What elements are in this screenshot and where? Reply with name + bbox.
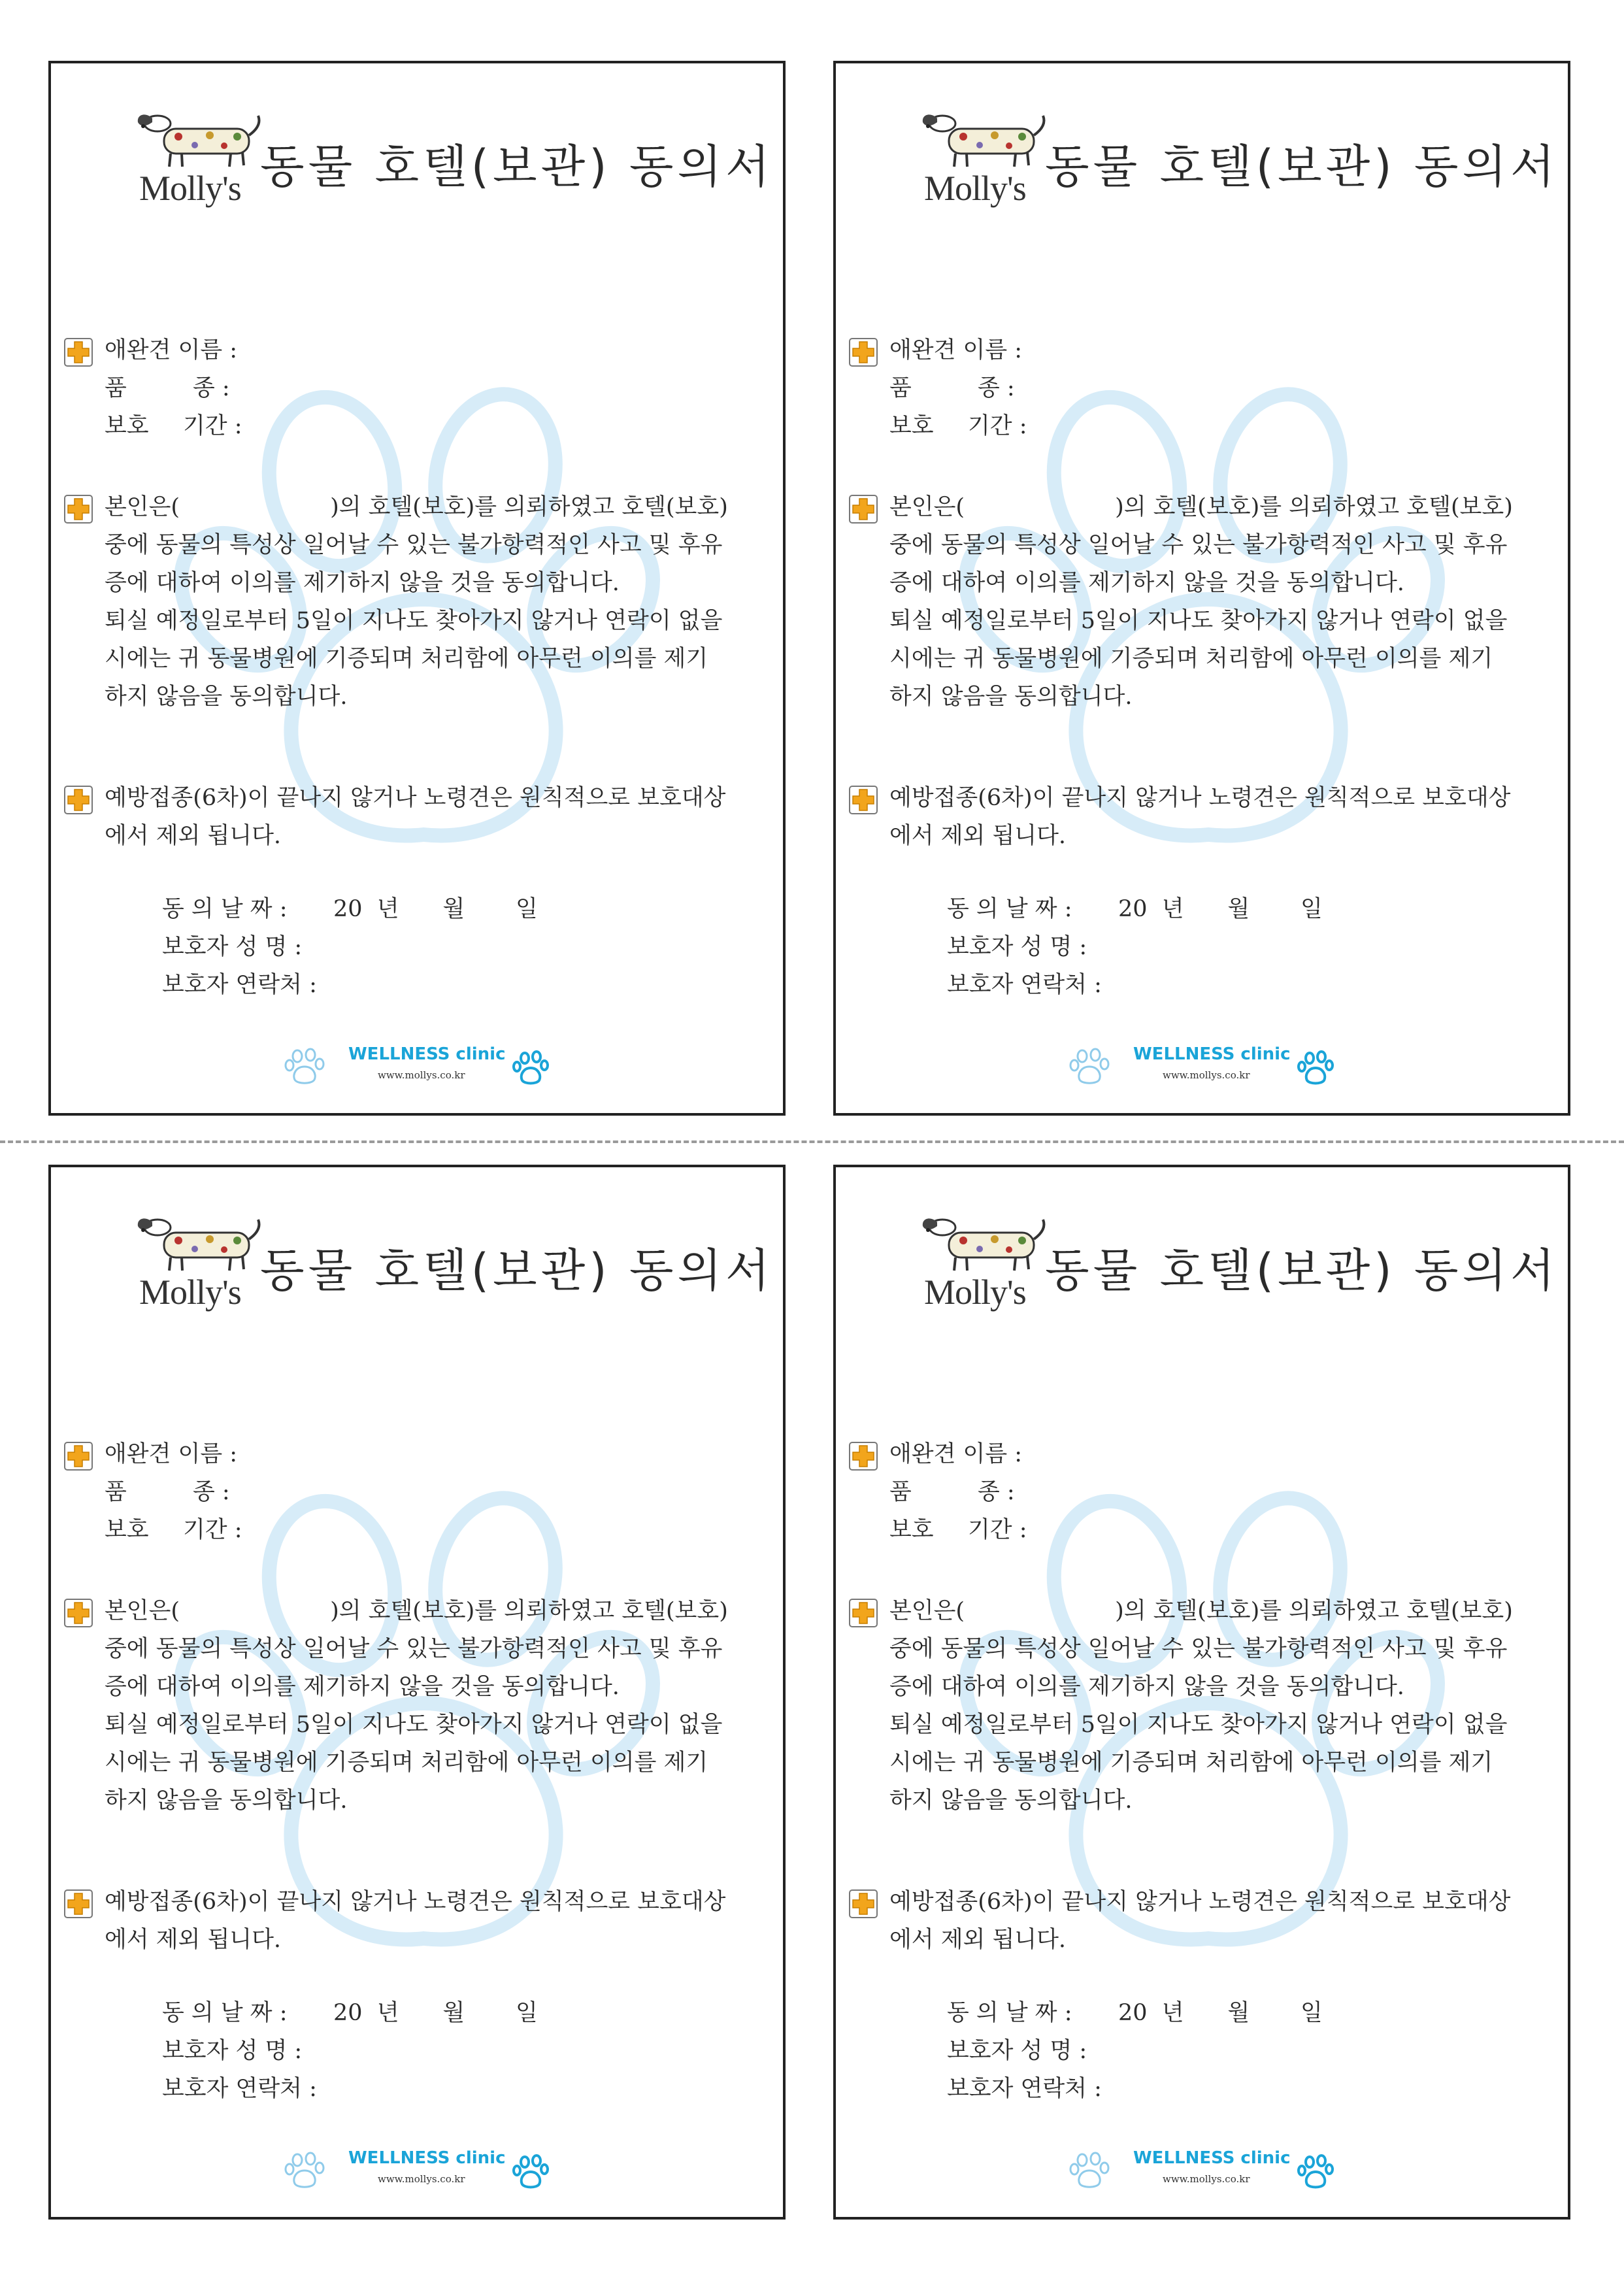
medical-cross-icon [64, 495, 93, 524]
vaccination-line: 예방접종(6차)이 끝나지 않거나 노령견은 원칙적으로 보호대상 [889, 1889, 1511, 1915]
website-url: www.mollys.co.kr [378, 2173, 465, 2185]
footer [1068, 1040, 1342, 1093]
consent-form-card [48, 1165, 786, 2220]
period-label: 보호 기간 : [889, 1517, 1027, 1543]
agreement-line: 시에는 귀 동물병원에 기증되며 처리함에 아무런 이의를 제기 [105, 646, 708, 672]
paw-icon [283, 1047, 329, 1086]
period-label: 보호 기간 : [105, 413, 242, 439]
agreement-section [849, 488, 1555, 716]
pet-name-label: 애완견 이름 : [889, 337, 1023, 363]
agreement-line: 증에 대하여 이의를 제기하지 않을 것을 동의합니다. [889, 570, 1404, 596]
agreement-section [849, 1592, 1555, 1820]
agreement-line: 하지 않음을 동의합니다. [105, 1788, 348, 1814]
agreement-line: 퇴실 예정일로부터 5일이 지나도 찾아가지 않거나 연락이 없을 [105, 1712, 723, 1738]
clinic-brand: WELLNESS clinic [1133, 2148, 1291, 2168]
date-value: 20 년 월 일 [1118, 896, 1323, 922]
agreement-line: 증에 대하여 이의를 제기하지 않을 것을 동의합니다. [105, 570, 620, 596]
signature-section [162, 890, 538, 1004]
medical-cross-icon [64, 1442, 93, 1471]
paw-icon [1297, 2154, 1336, 2190]
period-label: 보호 기간 : [105, 1517, 242, 1543]
date-value: 20 년 월 일 [1118, 2000, 1323, 2026]
mollys-logo [133, 109, 270, 207]
agreement-line: 본인은( [105, 1598, 180, 1624]
agreement-line: )의 호텔(보호)를 의뢰하였고 호텔(보호) [1115, 1598, 1513, 1624]
pet-info-section [64, 1435, 770, 1549]
date-value: 20 년 월 일 [333, 2000, 538, 2026]
agreement-line: 퇴실 예정일로부터 5일이 지나도 찾아가지 않거나 연락이 없을 [889, 608, 1508, 634]
date-label: 동 의 날 짜 : [162, 2000, 288, 2026]
consent-form-card [48, 61, 786, 1116]
agreement-line: 본인은( [889, 1598, 965, 1624]
pet-name-label: 애완견 이름 : [889, 1441, 1023, 1467]
dog-logo-icon [918, 1213, 1055, 1278]
period-label: 보호 기간 : [889, 413, 1027, 439]
agreement-line: 증에 대하여 이의를 제기하지 않을 것을 동의합니다. [105, 1674, 620, 1700]
guardian-contact-label: 보호자 연락처 : [947, 2076, 1102, 2102]
vaccination-section [64, 1883, 770, 1959]
dog-logo-icon [133, 1213, 270, 1278]
medical-cross-icon [849, 1442, 878, 1471]
guardian-contact-label: 보호자 연락처 : [162, 2076, 317, 2102]
website-url: www.mollys.co.kr [378, 1069, 465, 1081]
breed-label: 품 종 : [105, 1479, 230, 1505]
agreement-line: 시에는 귀 동물병원에 기증되며 처리함에 아무런 이의를 제기 [889, 1750, 1493, 1776]
dog-logo-icon [133, 109, 270, 175]
vaccination-line: 예방접종(6차)이 끝나지 않거나 노령견은 원칙적으로 보호대상 [105, 785, 726, 811]
page-title: 동물 호텔(보관) 동의서 [260, 140, 774, 193]
vaccination-line: 예방접종(6차)이 끝나지 않거나 노령견은 원칙적으로 보호대상 [889, 785, 1511, 811]
agreement-line: 시에는 귀 동물병원에 기증되며 처리함에 아무런 이의를 제기 [889, 646, 1493, 672]
signature-section [162, 1994, 538, 2108]
consent-form-card [833, 1165, 1570, 2220]
vaccination-section [849, 779, 1555, 855]
vaccination-line: 에서 제외 됩니다. [105, 1927, 282, 1953]
agreement-line: 중에 동물의 특성상 일어날 수 있는 불가항력적인 사고 및 후유 [105, 532, 723, 558]
vaccination-line: 에서 제외 됩니다. [889, 823, 1067, 849]
agreement-line: 퇴실 예정일로부터 5일이 지나도 찾아가지 않거나 연락이 없을 [105, 608, 723, 634]
agreement-line: 증에 대하여 이의를 제기하지 않을 것을 동의합니다. [889, 1674, 1404, 1700]
agreement-line: 하지 않음을 동의합니다. [889, 1788, 1133, 1814]
agreement-line: 시에는 귀 동물병원에 기증되며 처리함에 아무런 이의를 제기 [105, 1750, 708, 1776]
agreement-line: 본인은( [889, 494, 965, 520]
pet-info-section [849, 331, 1555, 445]
vaccination-line: 예방접종(6차)이 끝나지 않거나 노령견은 원칙적으로 보호대상 [105, 1889, 726, 1915]
vaccination-line: 에서 제외 됩니다. [105, 823, 282, 849]
footer [1068, 2144, 1342, 2197]
agreement-line: 중에 동물의 특성상 일어날 수 있는 불가항력적인 사고 및 후유 [105, 1636, 723, 1662]
agreement-line: 퇴실 예정일로부터 5일이 지나도 찾아가지 않거나 연락이 없을 [889, 1712, 1508, 1738]
guardian-name-label: 보호자 성 명 : [947, 2038, 1087, 2064]
agreement-section [64, 1592, 770, 1820]
mollys-logo [918, 1213, 1055, 1311]
date-value: 20 년 월 일 [333, 896, 538, 922]
guardian-contact-label: 보호자 연락처 : [947, 972, 1102, 998]
cut-line [0, 1140, 1624, 1143]
guardian-name-label: 보호자 성 명 : [162, 934, 303, 960]
agreement-line: 중에 동물의 특성상 일어날 수 있는 불가항력적인 사고 및 후유 [889, 532, 1508, 558]
medical-cross-icon [64, 338, 93, 367]
vaccination-line: 에서 제외 됩니다. [889, 1927, 1067, 1953]
logo-text: Molly's [139, 1273, 241, 1312]
medical-cross-icon [64, 1599, 93, 1627]
footer [283, 1040, 557, 1093]
page-title: 동물 호텔(보관) 동의서 [260, 1244, 774, 1297]
pet-info-section [64, 331, 770, 445]
mollys-logo [133, 1213, 270, 1311]
medical-cross-icon [849, 786, 878, 814]
agreement-line: 하지 않음을 동의합니다. [889, 684, 1133, 710]
signature-section [947, 1994, 1323, 2108]
date-label: 동 의 날 짜 : [162, 896, 288, 922]
dog-logo-icon [918, 109, 1055, 175]
agreement-section [64, 488, 770, 716]
guardian-contact-label: 보호자 연락처 : [162, 972, 317, 998]
paw-icon [512, 2154, 551, 2190]
medical-cross-icon [64, 1889, 93, 1918]
agreement-line: 본인은( [105, 494, 180, 520]
medical-cross-icon [849, 495, 878, 524]
vaccination-section [849, 1883, 1555, 1959]
clinic-brand: WELLNESS clinic [1133, 1044, 1291, 1064]
date-label: 동 의 날 짜 : [947, 896, 1072, 922]
medical-cross-icon [849, 338, 878, 367]
pet-name-label: 애완견 이름 : [105, 1441, 238, 1467]
breed-label: 품 종 : [889, 375, 1015, 401]
pet-name-label: 애완견 이름 : [105, 337, 238, 363]
footer [283, 2144, 557, 2197]
logo-text: Molly's [924, 169, 1026, 208]
website-url: www.mollys.co.kr [1163, 1069, 1250, 1081]
agreement-line: )의 호텔(보호)를 의뢰하였고 호텔(보호) [1115, 494, 1513, 520]
vaccination-section [64, 779, 770, 855]
clinic-brand: WELLNESS clinic [348, 1044, 506, 1064]
pet-info-section [849, 1435, 1555, 1549]
guardian-name-label: 보호자 성 명 : [947, 934, 1087, 960]
page-title: 동물 호텔(보관) 동의서 [1045, 1244, 1559, 1297]
clinic-brand: WELLNESS clinic [348, 2148, 506, 2168]
agreement-line: 하지 않음을 동의합니다. [105, 684, 348, 710]
mollys-logo [918, 109, 1055, 207]
signature-section [947, 890, 1323, 1004]
medical-cross-icon [64, 786, 93, 814]
logo-text: Molly's [924, 1273, 1026, 1312]
website-url: www.mollys.co.kr [1163, 2173, 1250, 2185]
guardian-name-label: 보호자 성 명 : [162, 2038, 303, 2064]
breed-label: 품 종 : [105, 375, 230, 401]
agreement-line: )의 호텔(보호)를 의뢰하였고 호텔(보호) [330, 1598, 728, 1624]
medical-cross-icon [849, 1599, 878, 1627]
paw-icon [283, 2151, 329, 2190]
page-title: 동물 호텔(보관) 동의서 [1045, 140, 1559, 193]
paw-icon [1297, 1050, 1336, 1086]
paw-icon [512, 1050, 551, 1086]
medical-cross-icon [849, 1889, 878, 1918]
date-label: 동 의 날 짜 : [947, 2000, 1072, 2026]
agreement-line: )의 호텔(보호)를 의뢰하였고 호텔(보호) [330, 494, 728, 520]
logo-text: Molly's [139, 169, 241, 208]
breed-label: 품 종 : [889, 1479, 1015, 1505]
consent-form-card [833, 61, 1570, 1116]
paw-icon [1068, 1047, 1114, 1086]
paw-icon [1068, 2151, 1114, 2190]
agreement-line: 중에 동물의 특성상 일어날 수 있는 불가항력적인 사고 및 후유 [889, 1636, 1508, 1662]
